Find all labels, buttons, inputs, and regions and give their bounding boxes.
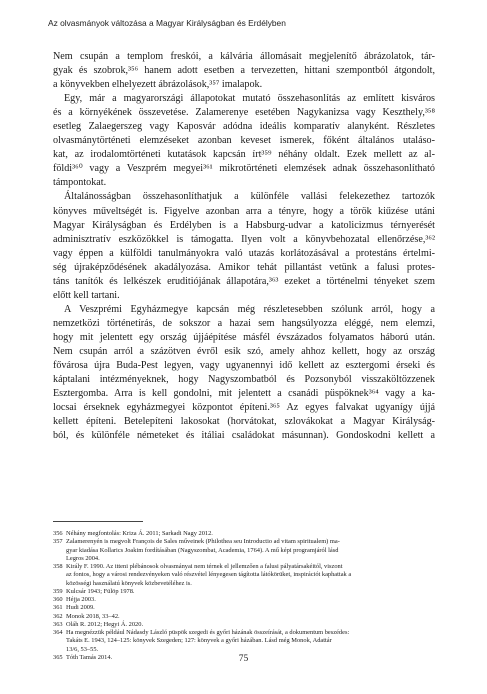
footnote-line: Oláh R. 2012; Hegyi Á. 2020.	[66, 620, 144, 628]
paragraph-2	[53, 92, 435, 190]
text-line: Magyar Királyságban és Erdélyben is a Habsburg-udvar a katolicizmus térnyerését	[53, 219, 435, 231]
text-line: ból, és különféle németeket és itáliai családokat másunnan). Gondoskodni kellett a	[53, 430, 435, 442]
footnote-number: 363	[53, 620, 63, 628]
text-line: előtt kell tartani.	[53, 289, 120, 301]
footnote-number: 362	[53, 612, 63, 620]
text-line: Nem csupán arról a százötven évről esik szó, amely ahhoz kellett, hogy az ország	[53, 345, 435, 357]
text-line: olvasmánytörténeti elemzéseket azonban keveset ismerek, főként általános utaláso-	[53, 135, 435, 147]
footnote-364	[53, 629, 435, 654]
text-line: Esztergomba. Arra is kell gondolni, mit jelentett a csanádi püspöknek³⁶⁴ vagy a ka-	[53, 388, 435, 400]
text-line: Általánosságban összehasonlíthatjuk a különféle vallási felekezethez tartozók	[64, 191, 435, 203]
footnote-number: 358	[53, 563, 63, 570]
footnote-number: 360	[53, 596, 63, 603]
footnote-line: Tóth Tamás 2014.	[66, 653, 113, 661]
text-line: könyves műveltségét is. Figyelve azonban arra a tényre, hogy a török kiűzése utáni	[53, 205, 435, 217]
footnote-line: az fontos, hogy a városi rendezvényeken való részvétel lényegesen tágította látókörüket, inspirációt kaphattak a	[66, 571, 352, 579]
footnote-line: Kulcsár 1943; Fülöp 1978.	[66, 587, 135, 595]
text-line: gyak és szobrok,³⁵⁶ hanem adott esetben a tervezetten, hittani szempontból átgondolt,	[53, 65, 435, 77]
footnote-line: Néhány megfontolás: Kriza Á. 2011; Sarkadi Nagy 2012.	[66, 530, 213, 537]
text-line: földi³⁶⁰ vagy a Veszprém megyei³⁶¹ mikrotörténeti elemzések adnak összehasonlítható	[53, 163, 435, 175]
footnote-362	[53, 613, 435, 621]
running-head: Az olvasmányok változása a Magyar Királyságban és Erdélyben	[48, 18, 286, 28]
footnote-line: Zalamerenyén is megvolt François de Sales műveinek (Philothea seu Introductio ad vitam spiritualem) ma-	[66, 538, 340, 546]
footnote-line: közösségi használatú könyvek közbevetéléhez is.	[66, 579, 192, 587]
text-line: adminisztratív eszközökkel is támogatta. Ilyen volt a könyvbehozatal ellenőrzése,³⁶²	[53, 233, 435, 245]
footnote-line: Legros 2004.	[66, 554, 100, 562]
footnote-line: 13/6, 53–55.	[66, 645, 99, 653]
main-text	[53, 50, 435, 443]
footnote-line: Héjja 2003.	[66, 596, 96, 603]
footnote-361	[53, 604, 435, 612]
text-line: Nem csupán a templom freskói, a kálvária állomásait megjelenítő ábrázolatok, tár-	[53, 51, 435, 62]
text-line: A Veszprémi Egyházmegye kapcsán még részletesebben szólunk arról, hogy a	[64, 303, 435, 315]
paragraph-3	[53, 190, 435, 302]
footnote-360	[53, 596, 435, 604]
footnote-number: 356	[53, 530, 63, 537]
footnote-358	[53, 563, 435, 588]
footnote-357	[53, 538, 435, 563]
text-line: káptalani intézményeknek, hogy Nagyszombatból és Pozsonyból visszaköltözzenek	[53, 374, 435, 386]
footnote-359	[53, 588, 435, 596]
text-line: táns tanítók és lelkészek eruditiójának állapotára,³⁶³ ezeket a történelmi tényeket szem	[53, 275, 435, 287]
text-line: locsai érseknek egyházmegyei központot építeni.³⁶⁵ Az egyes falvakat ugyanígy újjá	[53, 402, 435, 414]
footnote-line: Takáts E. 1943, 124–125: könyvek Szegeden; 127: könyvek a győri házában. Lásd még Monok, Adattár	[66, 637, 332, 645]
text-line: hogy mit jelentett egy ország újjáépítése másfél évszázados folyamatos háború után.	[53, 331, 435, 343]
footnote-line: Ha megnézzük például Nádasdy László püspök szegedi és győri házának összeírását, a dokumentum beszédes:	[66, 629, 350, 636]
text-line: Egy, már a magyarországi állapotokat mutató összehasonlítás az említett kisváros	[64, 93, 435, 105]
page-number: 75	[238, 654, 249, 664]
footnote-line: gyar kiadása Kollarics Joakim fordításában (Nagyszombat, Academia, 1764). A mű képi programjáról lásd	[66, 546, 339, 554]
text-line: ség újraképződésének akadályozása. Amikor tehát pillantást vetünk a falusi protes-	[53, 261, 435, 273]
text-line: vagy éppen a külföldi tanulmányokra való utazás korlátozásával a protestáns értelmi-	[53, 247, 435, 259]
text-line: fővárosa újra Buda-Pest legyen, vagy ugyanennyi idő kellett az esztergomi érseki és	[53, 360, 435, 372]
text-line: kellett építeni. Betelepíteni lakosokat (horvátokat, szlovákokat a Magyar Királyság-	[53, 416, 435, 428]
footnote-line: Király F. 1990. Az itteni plébánosok olvasmányai nem térnek el jellemzően a falusi pályatársakéitól, viszont	[66, 563, 343, 570]
footnote-356	[53, 530, 435, 538]
footnote-number: 361	[53, 604, 63, 612]
text-line: a könyvekben elhelyezett ábrázolások,³⁵⁷ imalapok.	[53, 79, 263, 91]
text-line: és a környékének összevetése. Zalamerenye esetében Nagykanizsa vagy Keszthely,³⁵⁸	[53, 107, 435, 119]
footnote-number: 364	[53, 629, 63, 636]
footnotes	[53, 530, 435, 662]
paragraph-4	[53, 303, 435, 443]
text-line: kat, az irodalomtörténeti kutatások kapcsán írt³⁵⁹ néhány oldalt. Ezek mellett az al-	[53, 149, 435, 161]
text-line: nemzetközi történetírás, de sokszor a hazai sem hangsúlyozza eléggé, nem elemzi,	[53, 317, 435, 329]
footnote-363	[53, 621, 435, 629]
paragraph-1	[53, 50, 435, 92]
footnote-number: 359	[53, 587, 63, 595]
footnote-number: 357	[53, 538, 63, 546]
footnote-line: Monok 2018, 33–42.	[66, 612, 120, 620]
text-line: támpontokat.	[53, 177, 107, 189]
footnote-separator	[53, 521, 143, 522]
text-line: esetleg Zalaegerszeg vagy Kaposvár adódna ideális komparatív alanyként. Részletes	[53, 121, 435, 133]
footnote-line: Hudi 2009.	[66, 604, 95, 612]
footnote-number: 365	[53, 653, 63, 661]
